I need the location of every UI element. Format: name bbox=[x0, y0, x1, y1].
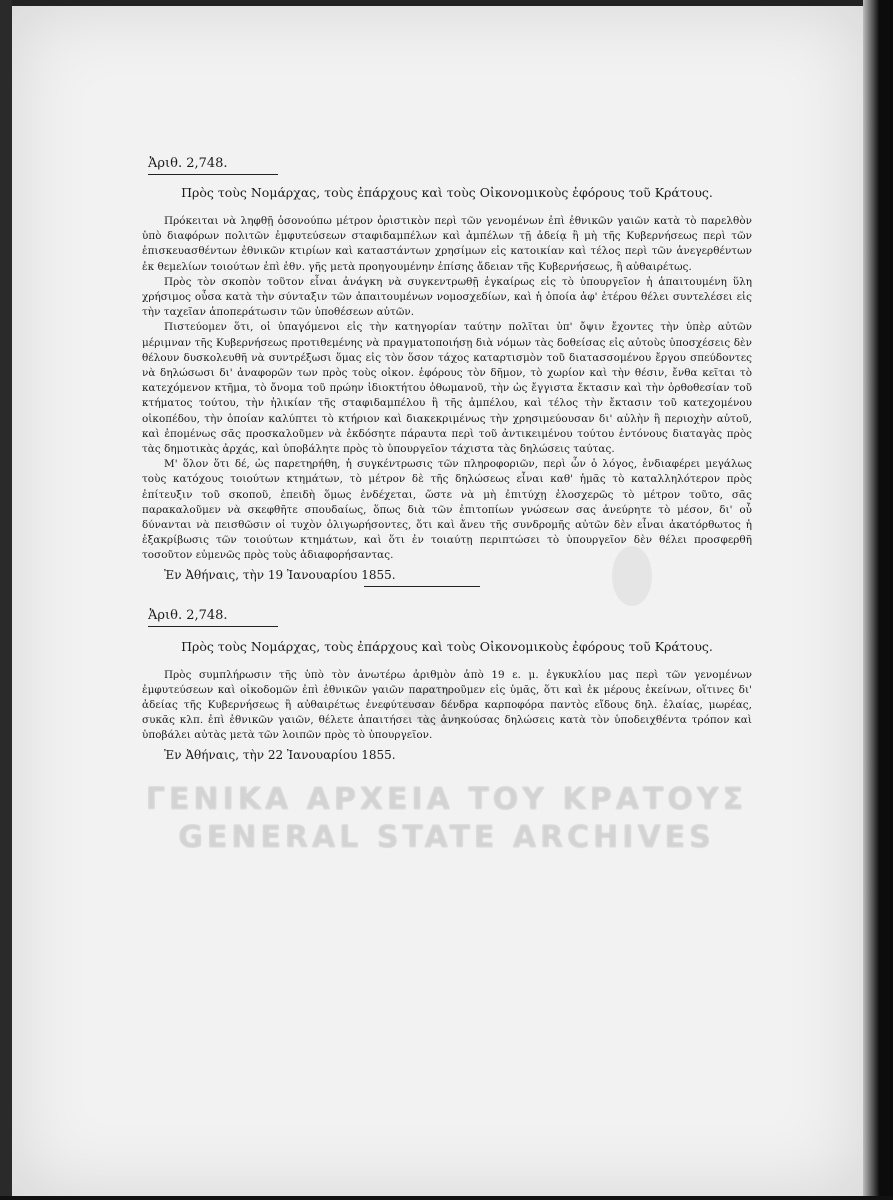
circular-number: Ἀριθ. 2,748. bbox=[148, 608, 278, 627]
circular-addressee: Πρὸς τοὺς Νομάρχας, τοὺς ἐπάρχους καὶ τοὺς Οἰκονομικοὺς ἐφόρους τοῦ Κράτους. bbox=[181, 638, 713, 654]
watermark-line-greek: ΓΕΝΙΚΑ ΑΡΧΕΙΑ ΤΟΥ ΚΡΑΤΟΥΣ bbox=[145, 782, 748, 817]
archive-watermark bbox=[0, 782, 893, 858]
divider-line bbox=[364, 586, 480, 587]
section-divider bbox=[142, 582, 752, 604]
dateline: Ἐν Ἀθήναις, τὴν 22 Ἰανουαρίου 1855. bbox=[164, 747, 396, 762]
circular-body bbox=[142, 668, 752, 744]
body-paragraph: Πιστεύομεν ὅτι, οἱ ὑπαγόμενοι εἰς τὴν κατηγορίαν ταύτην πολῖται ὑπ' ὄψιν ἔχοντες τὴν ὑπὲρ αὐτῶν μέριμναν τῆς Κυβερνήσεως προτιθεμένης νὰ πραγματοποιήσῃ διὰ νόμων τὰς δοθείσας εἰς αὐτοὺς ὑποσχέσεις δὲν θέλουν δυσκολευθῆ νὰ συντρέξωσι ὅμας εἰς τὸν ὅσον τάχος καταρτισμὸν τοῦ διατασσομένου ἔργου σπεύδοντες νὰ δηλώσωσι δι' ἀναφορῶν των πρὸς τοὺς οἰκον. ἐφόρους τὸν δῆμον, τὸ χωρίον καὶ τὴν θέσιν, ἔνθα κεῖται τὸ κατεχόμενον κτῆμα, τὸ ὄνομα τοῦ πρώην ἰδιοκτήτου ὀθωμανοῦ, τὴν ὡς ἔγγιστα ἔκτασιν καὶ τὴν ὀρθοθεσίαν τοῦ κτήματος τούτου, τὴν ἡλικίαν τῆς σταφιδαμπέλου ἢ τῆς ἀμπέλου, καὶ τέλος τὴν ἔκτασιν τοῦ κατεχομένου οἰκοπέδου, τὴν ὁποίαν καλύπτει τὸ κτήριον καὶ διακεκριμένως τὴν χρησιμεύουσαν δι' αὐλὴν ἢ περιοχὴν αὐτοῦ, καὶ ἐπομένως σᾶς προσκαλοῦμεν νὰ ἐκδόσητε πάραυτα περὶ τοῦ ἀντικειμένου τούτου ἐντόνους διαταγὰς πρὸς τὰς δημοτικὰς ἀρχάς, καὶ ὑποβάλητε πρὸς τὸ ὑπουργεῖον τάχιστα τὰς δηλώσεις ταύτας. bbox=[142, 321, 752, 456]
watermark-line-english: GENERAL STATE ARCHIVES bbox=[178, 820, 715, 855]
second-circular bbox=[142, 604, 752, 762]
body-paragraph: Πρὸς τὸν σκοπὸν τοῦτον εἶναι ἀνάγκη νὰ συγκεντρωθῇ ἐγκαίρως εἰς τὸ ὑπουργεῖον ἡ ἀπαιτουμένη ὕλη χρήσιμος οὖσα κατὰ τὴν σύνταξιν τῶν ἀπαιτουμένων νομοσχεδίων, καὶ ἡ ὁποία ἀφ' ἑτέρου θέλει συντελέσει εἰς τὴν ταχεῖαν ἀποπεράτωσιν τῶν ὑποθέσεων αὐτῶν. bbox=[142, 275, 752, 319]
circular-document bbox=[142, 152, 752, 762]
body-paragraph: Πρόκειται νὰ ληφθῇ ὁσονούπω μέτρον ὁριστικὸν περὶ τῶν γενομένων ἐπὶ ἐθνικῶν γαιῶν κατὰ τὸ παρελθὸν ὑπὸ διαφόρων πολιτῶν ἐμφυτεύσεων σταφιδαμπέλων καὶ ἀμπέλων τῇ ἀδείᾳ ἢ μὴ τῆς Κυβερνήσεως περὶ τῶν ἐπισκευασθέντων ἐθνικῶν κτιρίων καὶ καταστάντων χρησίμων εἰς κατοικίαν καὶ τέλος περὶ τῶν ἀνεγερθέντων ἐκ θεμελίων τοιούτων ἐπὶ ἐθν. γῆς μετὰ προηγουμένην ἐπίσης ἄδειαν τῆς Κυβερνήσεως, ἢ αὐθαιρέτως. bbox=[142, 215, 752, 273]
circular-addressee: Πρὸς τοὺς Νομάρχας, τοὺς ἐπάρχους καὶ τοὺς Οἰκονομικοὺς ἐφόρους τοῦ Κράτους. bbox=[181, 185, 713, 200]
circular-body bbox=[142, 214, 752, 564]
body-paragraph: Πρὸς συμπλήρωσιν τῆς ὑπὸ τὸν ἀνωτέρω ἀριθμὸν ἀπὸ 19 ε. μ. ἐγκυκλίου μας περὶ τῶν γενομένων ἐμφυτεύσεων καὶ οἰκοδομῶν ἐπὶ ἐθνικῶν γαιῶν παρατηροῦμεν εἰς ὑμᾶς, ὅτι καὶ ἐκ μέρους ἐκείνων, οἵτινες δι' ἀδείας τῆς Κυβερνήσεως ἢ αὐθαιρέτως ἐνεφύτευσαν δένδρα καρποφόρα παντὸς εἴδους δηλ. ἐλαίας, μωρέας, συκᾶς κλπ. ἐπὶ ἐθνικῶν γαιῶν, θέλετε ἀπαιτήσει τὰς ἀνηκούσας δηλώσεις κατὰ τὸν ὑποδειχθέντα τρόπον καὶ ὑποβάλει αὐτὰς μετὰ τῶν λοιπῶν πρὸς τὸ ὑπουργεῖον. bbox=[142, 668, 752, 742]
scan-border-left bbox=[0, 0, 12, 1200]
dateline: Ἐν Ἀθήναις, τὴν 19 Ἰανουαρίου 1855. bbox=[164, 567, 396, 582]
first-circular bbox=[142, 152, 752, 582]
scan-border-bottom bbox=[0, 1196, 893, 1200]
scan-border-right bbox=[863, 0, 893, 1200]
circular-number: Ἀριθ. 2,748. bbox=[148, 156, 278, 175]
body-paragraph: Μ' ὅλον ὅτι δέ, ὡς παρετηρήθη, ἡ συγκέντρωσις τῶν πληροφοριῶν, περὶ ὧν ὁ λόγος, ἐνδιαφέρει μεγάλως τοὺς κατόχους τοιούτων κτημάτων, τὸ μέτρον δὲ τῆς δηλώσεως εἶναι καθ' ἡμᾶς τὸ καταλληλότερον πρὸς ἐπίτευξιν τοῦ σκοποῦ, ἐπειδὴ ὅμως ἐνδέχεται, ὥστε νὰ μὴ ἐπιτύχῃ ἐλοσχερῶς τὸ μέτρον τοῦτο, σᾶς παρακαλοῦμεν νὰ σκεφθῆτε σπουδαίως, ὅπως διὰ τῶν ἐπιτοπίων γνώσεων σας ἀνεύρητε τὸ μέσον, δι' οὗ δύνανται νὰ πεισθῶσιν οἱ τυχὸν ὀλιγωρήσοντες, ὅτι καὶ ἄνευ τῆς συνδρομῆς αὐτῶν δὲν εἶναι ἀκατόρθωτος ἡ ἐξακρίβωσις τῶν τοιούτων κτημάτων, καὶ ὅτι ἐν τοιαύτῃ περιπτώσει τὸ ὑπουργεῖον δὲν θέλει προσφερθῆ τοσοῦτον εὐμενῶς πρὸς τοὺς ἀδιαφορήσαντας. bbox=[142, 458, 752, 562]
